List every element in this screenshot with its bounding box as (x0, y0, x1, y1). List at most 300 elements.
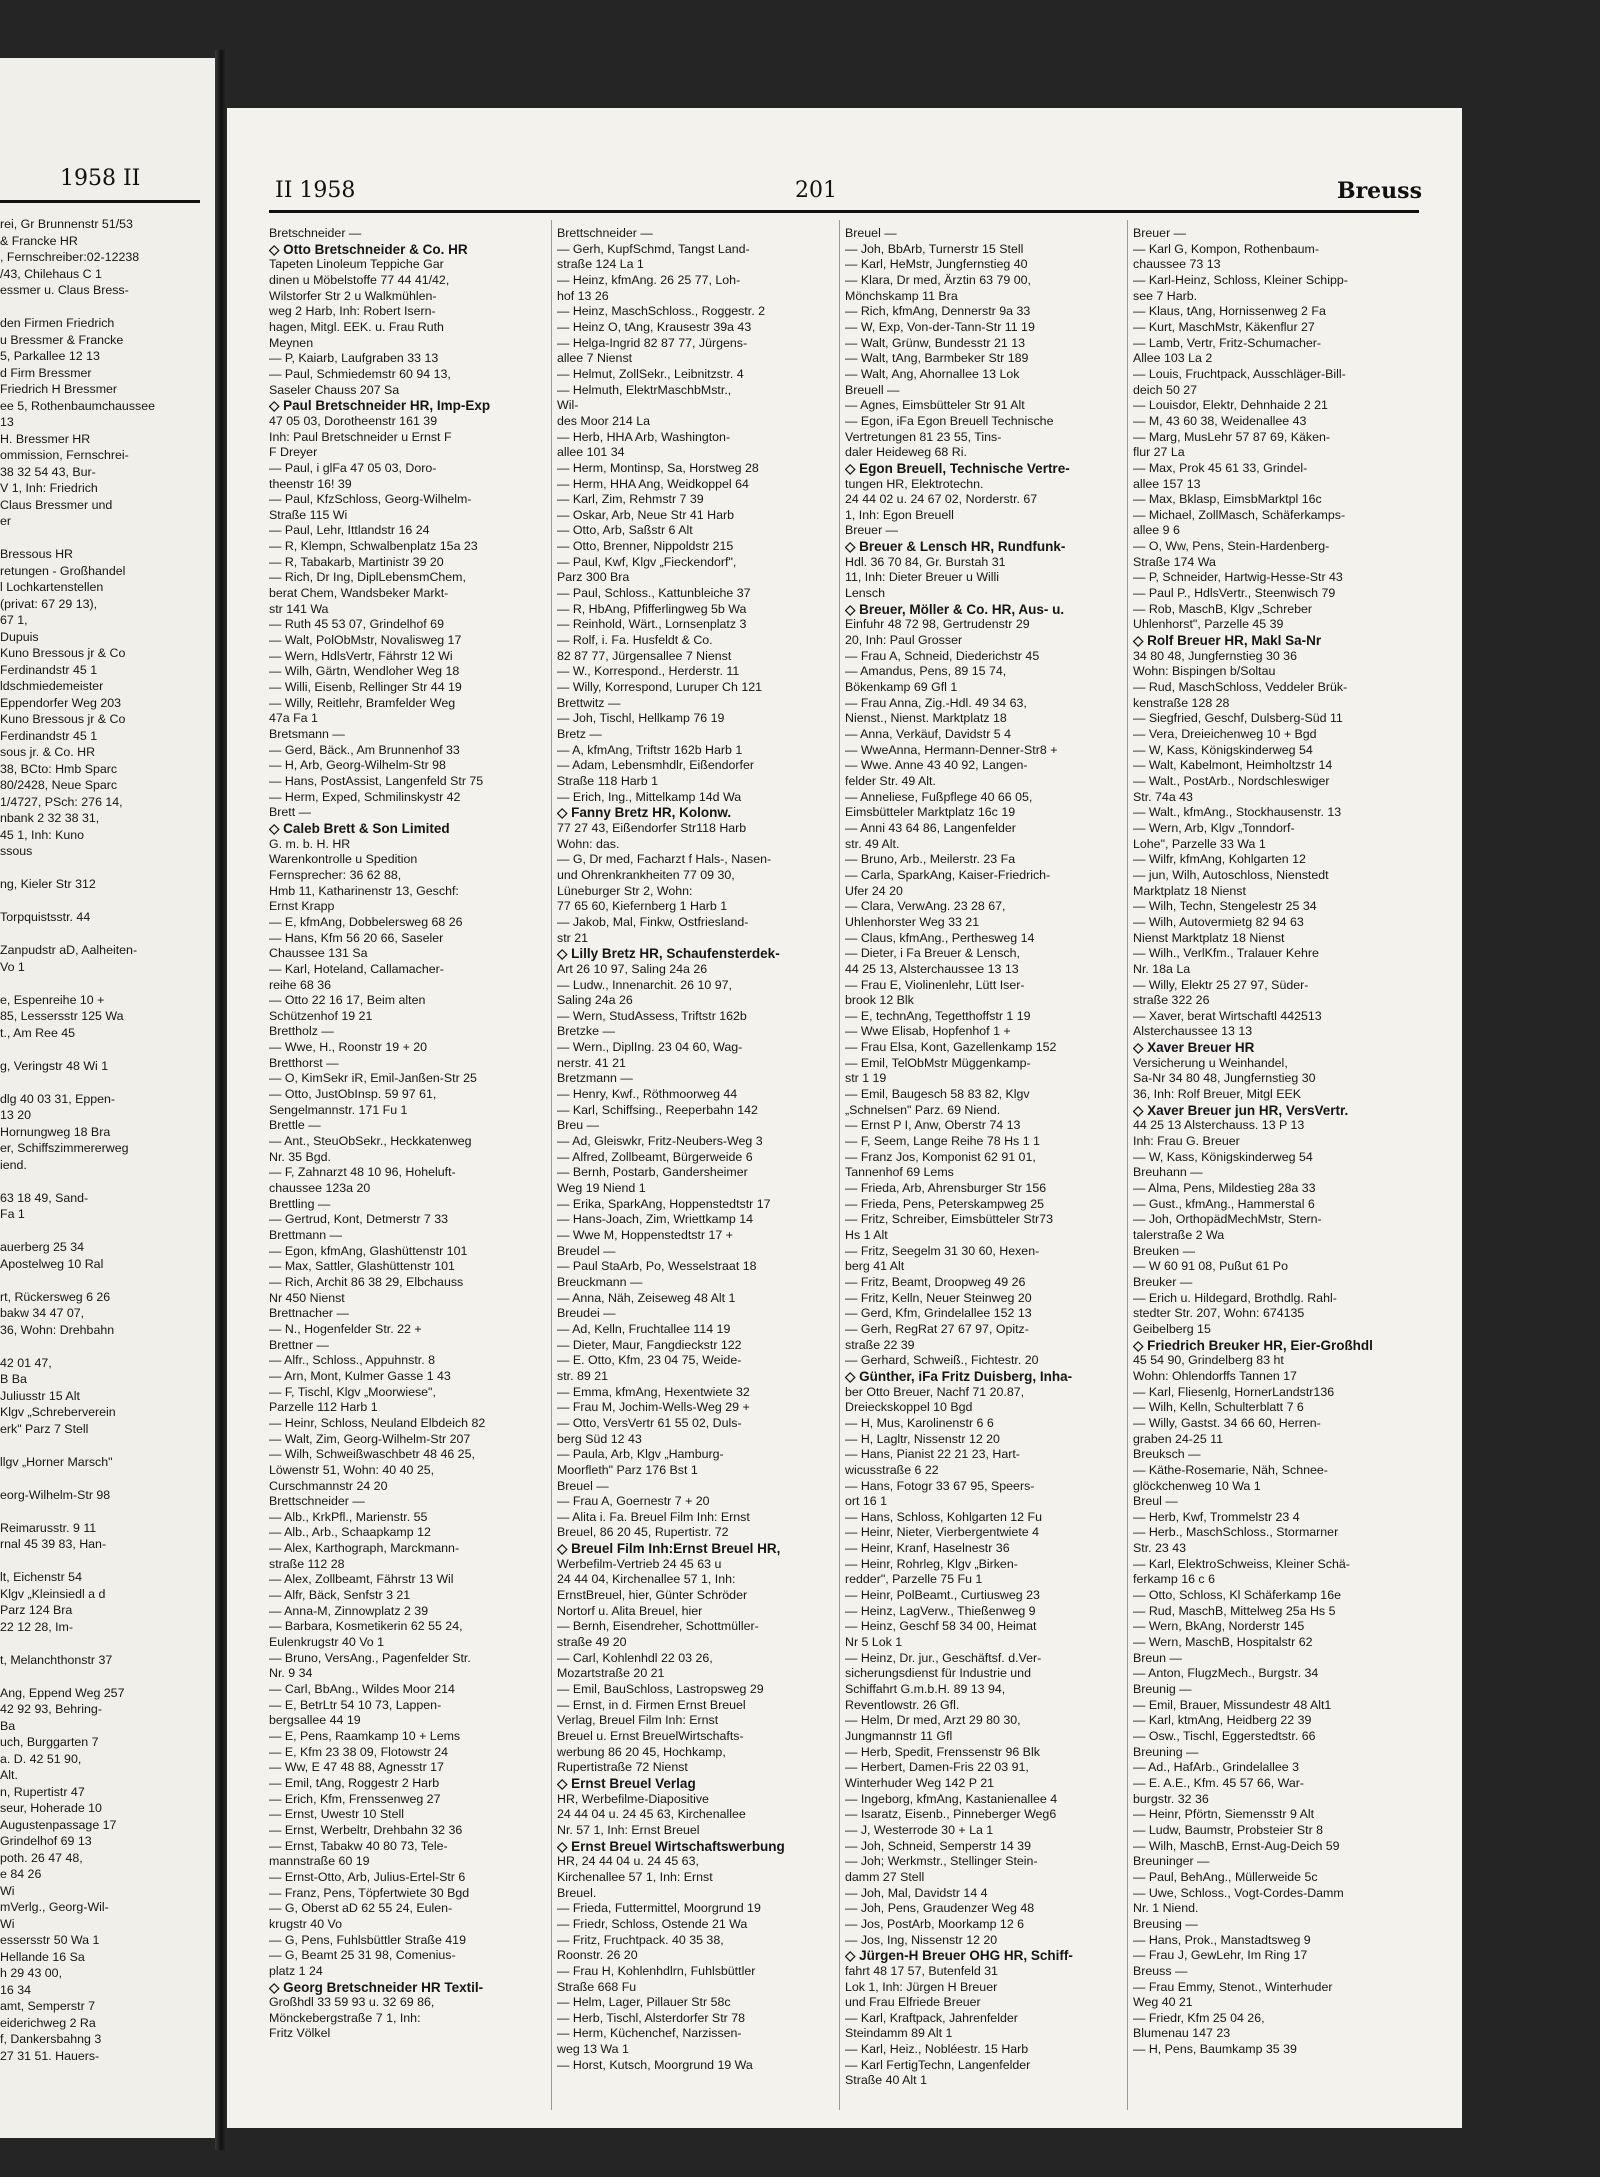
directory-entry-line: ort 16 1 (845, 1494, 888, 1509)
directory-entry-line: — Emil, TelObMstr Müggenkamp- (845, 1055, 1031, 1070)
left-page (0, 58, 215, 2138)
directory-entry-line: — Heinr, Schloss, Neuland Elbdeich 82 (269, 1415, 486, 1430)
directory-entry-line: Str. 74a 43 (1133, 789, 1193, 804)
directory-entry-line: — Alex, Zollbeamt, Fährstr 13 Wil (269, 1572, 454, 1587)
directory-entry-line: Straße 118 Harb 1 (557, 773, 659, 788)
directory-entry-line: — Adam, Lebensmhdlr, Eißendorfer (557, 758, 754, 773)
directory-entry-line: Str. 23 43 (1133, 1541, 1187, 1556)
directory-entry-line: — Gerd, Kfm, Grindelallee 152 13 (845, 1306, 1032, 1321)
left-entry-line (0, 299, 208, 316)
directory-entry-line: fahrt 48 17 57, Butenfeld 31 (845, 1963, 998, 1978)
directory-entry-line: Eulenkrugstr 40 Vo 1 (269, 1635, 385, 1650)
directory-entry-line: tungen HR, Elektrotechn. (845, 476, 984, 491)
left-entry-line: 42 01 47, (0, 1355, 52, 1370)
directory-entry-line: — Michael, ZollMasch, Schäferkamps- (1133, 507, 1346, 522)
directory-entry-line: — W, Exp, Von-der-Tann-Str 11 19 (845, 319, 1035, 334)
directory-entry-line: — Franz, Pens, Töpfertwiete 30 Bgd (269, 1885, 470, 1900)
directory-entry-line: Wil- (557, 398, 579, 413)
directory-entry-line: — Max, Bklasp, EimsbMarktpl 16c (1133, 492, 1322, 507)
directory-entry-line: — Walt, PolObMstr, Novalisweg 17 (269, 633, 462, 648)
left-entry-line: er, Schiffszimmererweg (0, 1141, 129, 1155)
directory-entry-line: Breul — (1133, 1494, 1178, 1509)
left-entry-line: d Firm Bressmer (0, 365, 92, 380)
directory-entry-line: — Heinr, Nieter, Vierbergentwiete 4 (845, 1525, 1039, 1540)
directory-entry-line: — G, Oberst aD 62 55 24, Eulen- (269, 1901, 453, 1916)
directory-entry-line: — Herb., MaschSchloss., Stormarner (1133, 1525, 1339, 1540)
directory-entry-line: — WweAnna, Hermann-Denner-Str8 + (845, 742, 1058, 757)
directory-entry-line: — Karl G, Kompon, Rothenbaum- (1133, 241, 1319, 256)
left-entry-line: 67 1, (0, 613, 28, 627)
directory-entry-line: str 1 19 (845, 1071, 887, 1086)
directory-entry-line: — R, HbAng, Pfifferlingweg 5b Wa (557, 601, 747, 616)
directory-entry-line: — Ingeborg, kfmAng, Kastanienallee 4 (845, 1791, 1058, 1806)
directory-entry-line: — Xaver, berat Wirtschaftl 442513 (1133, 1008, 1322, 1023)
directory-entry-line: — Ww, E 47 48 88, Agnesstr 17 (269, 1760, 444, 1775)
left-entry-line (0, 1173, 208, 1190)
directory-entry-line: — Rich, Archit 86 38 29, Elbchauss (269, 1274, 464, 1289)
directory-entry-line: — Hans, Kfm 56 20 66, Saseler (269, 930, 444, 945)
directory-entry-line: — Gerh, KupfSchmd, Tangst Land- (557, 241, 750, 256)
directory-entry-line: — Joh, Pens, Graudenzer Weg 48 (845, 1901, 1035, 1916)
directory-entry-line: ◇ Georg Bretschneider HR Textil- (269, 1979, 484, 1995)
directory-entry-line: Lensch (845, 586, 885, 601)
directory-entry-line: — Egon, kfmAng, Glashüttenstr 101 (269, 1243, 468, 1258)
left-entry-line: B Ba (0, 1372, 27, 1386)
directory-entry-line: — Anna, Verkäuf, Davidstr 5 4 (845, 727, 1011, 741)
directory-entry-line: — F, Zahnarzt 48 10 96, Hoheluft- (269, 1165, 456, 1180)
directory-entry-line: — H, Lagltr, Nissenstr 12 20 (845, 1431, 1000, 1446)
directory-entry-line: — Barbara, Kosmetikerin 62 55 24, (269, 1619, 463, 1634)
directory-entry-line: — jun, Wilh, Autoschloss, Nienstedt (1133, 867, 1329, 882)
directory-entry-line: Hmb 11, Katharinenstr 13, Geschf: (269, 883, 459, 898)
directory-entry-line: — Ernst, Uwestr 10 Stell (269, 1807, 404, 1822)
directory-entry-line: straße 124 La 1 (557, 257, 644, 272)
directory-entry-line: — Ad, Gleiswkr, Fritz-Neubers-Weg 3 (557, 1134, 763, 1149)
directory-entry-line: — Herm, Küchenchef, Narzissen- (557, 2026, 742, 2041)
directory-entry-line: — Rich, kfmAng, Dennerstr 9a 33 (845, 304, 1031, 319)
directory-entry-line: Tannenhof 69 Lems (845, 1165, 954, 1180)
directory-entry-line: Nr 450 Nienst (269, 1290, 345, 1305)
directory-entry-line: — J, Westerrode 30 + La 1 (845, 1822, 994, 1837)
directory-entry-line: Lohe", Parzelle 33 Wa 1 (1133, 836, 1266, 851)
directory-entry-line: — Ludw., Innenarchit. 26 10 97, (557, 977, 732, 992)
left-entry-line: l Lochkartenstellen (0, 580, 104, 594)
directory-entry-line: — Joh, Schneid, Semperstr 14 39 (845, 1838, 1031, 1853)
left-entry-line (0, 1437, 208, 1454)
left-entry-line: 22 12 28, Im- (0, 1619, 74, 1634)
directory-entry-line: Nr. 1 Niend. (1133, 1901, 1199, 1916)
directory-entry-line: — Amandus, Pens, 89 15 74, (845, 664, 1007, 679)
directory-entry-line: ◇ Breuel Film Inh:Ernst Breuel HR, (557, 1541, 781, 1557)
directory-entry-line: Reventlowstr. 26 Gfl. (845, 1697, 960, 1712)
directory-entry-line: — Otto 22 16 17, Beim alten (269, 993, 426, 1008)
directory-entry-line: — Kurt, MaschMstr, Käkenflur 27 (1133, 319, 1315, 334)
directory-entry-line: Hdl. 36 70 84, Gr. Burstah 31 (845, 554, 1006, 569)
directory-entry-line: — E. Otto, Kfm, 23 04 75, Weide- (557, 1353, 742, 1368)
left-entry-line: 42 92 93, Behring- (0, 1702, 102, 1716)
directory-entry-line: — Hans, Pianist 22 21 23, Hart- (845, 1447, 1020, 1462)
directory-entry-line: — Paul, i glFa 47 05 03, Doro- (269, 460, 437, 475)
directory-entry-line: 36, Inh: Rolf Breuer, Mitgl EEK (1133, 1087, 1302, 1102)
left-entry-line: g, Veringstr 48 Wi 1 (0, 1058, 109, 1073)
left-entry-line: 5, Parkallee 12 13 (0, 349, 100, 363)
directory-entry-line: — Karl, ktmAng, Heidberg 22 39 (1133, 1713, 1312, 1728)
directory-entry-line: weg 2 Harb, Inh: Robert Isern- (269, 304, 436, 319)
directory-entry-line: — Fritz, Seegelm 31 30 60, Hexen- (845, 1243, 1040, 1258)
directory-entry-line: — Wwe Elisab, Hopfenhof 1 + (845, 1024, 1011, 1039)
directory-entry-line: — Wilh, Techn, Stengelestr 25 34 (1133, 899, 1317, 914)
directory-entry-line: — E, Pens, Raamkamp 10 + Lems (269, 1729, 461, 1743)
directory-entry-line: — Helm, Lager, Pillauer Str 58c (557, 1995, 731, 2010)
directory-entry-line: Breu — (557, 1118, 600, 1133)
directory-entry-line: — Heinz O, tAng, Krausestr 39a 43 (557, 319, 752, 334)
left-entry-line: den Firmen Friedrich (0, 316, 115, 330)
directory-entry-line: — Ad., HafArb., Grindelallee 3 (1133, 1760, 1299, 1775)
directory-entry-line: Verlag, Breuel Film Inh: Ernst (557, 1713, 719, 1728)
left-entry-line: Alt. (0, 1768, 18, 1782)
left-entry-line: Juliusstr 15 Alt (0, 1388, 80, 1403)
directory-entry-line: — E, Kfm 23 38 09, Flotowstr 24 (269, 1744, 449, 1759)
left-entry-line: (privat: 67 29 13), (0, 596, 98, 611)
left-entry-line: 63 18 49, Sand- (0, 1190, 89, 1205)
directory-entry-line: — Walt, Grünw, Bundesstr 21 13 (845, 335, 1025, 350)
directory-entry-line: — Frau Anna, Zig.-Hdl. 49 34 63, (845, 695, 1027, 710)
directory-entry-line: — H, Pens, Baumkamp 35 39 (1133, 2042, 1297, 2057)
directory-entry-line: — Herb, Kwf, Trommelstr 23 4 (1133, 1509, 1300, 1524)
directory-entry-line: — P, Kaiarb, Laufgraben 33 13 (269, 351, 439, 366)
directory-entry-line: — Ernst-Otto, Arb, Julius-Ertel-Str 6 (269, 1869, 466, 1884)
left-entry-line: amt, Semperstr 7 (0, 1999, 96, 2013)
directory-entry-line: ferkamp 16 c 6 (1133, 1572, 1215, 1587)
directory-entry-line: burgstr. 32 36 (1133, 1791, 1209, 1806)
left-entry-line: iend. (0, 1157, 27, 1172)
directory-entry-line: 47a Fa 1 (269, 711, 318, 726)
left-entry-line: Friedrich H Bressmer (0, 382, 118, 396)
header-rule (269, 210, 1419, 213)
directory-entry-line: — Heinr, PolBeamt., Curtiusweg 23 (845, 1588, 1040, 1603)
left-entry-line: 13 (0, 415, 14, 429)
directory-entry-line: Brettle — (269, 1118, 321, 1133)
directory-entry-line: — Max, Prok 45 61 33, Grindel- (1133, 460, 1308, 475)
directory-entry-line: 44 25 13, Alsterchaussee 13 13 (845, 961, 1019, 976)
directory-entry-line: ◇ Otto Bretschneider & Co. HR (269, 241, 468, 257)
directory-entry-line: platz 1 24 (269, 1963, 323, 1978)
directory-entry-line: — Arn, Mont, Kulmer Gasse 1 43 (269, 1368, 451, 1383)
directory-entry-line: see 7 Harb. (1133, 288, 1198, 303)
directory-entry-line: — Frau A, Schneid, Diederichstr 45 (845, 648, 1040, 663)
directory-entry-line: — Osw., Tischl, Eggerstedtstr. 66 (1133, 1729, 1316, 1743)
directory-entry-line: Breuel u. Ernst BreuelWirtschafts- (557, 1729, 744, 1743)
directory-entry-line: 82 87 77, Jürgensallee 7 Nienst (557, 648, 732, 663)
directory-entry-line: — Egon, iFa Egon Breuell Technische (845, 413, 1054, 428)
directory-entry-line: Uhlenhorst", Parzelle 45 39 (1133, 617, 1284, 632)
directory-entry-line: Breuken — (1133, 1243, 1195, 1258)
directory-entry-line: — Joh, BbArb, Turnerstr 15 Stell (845, 241, 1024, 256)
directory-entry-line: — Frieda, Pens, Peterskampweg 25 (845, 1196, 1045, 1211)
page-header-right: Breuss (1337, 178, 1422, 204)
directory-entry-line: — Karl, Schiffsing., Reeperbahn 142 (557, 1102, 758, 1117)
directory-entry-line: — Anton, FlugzMech., Burgstr. 34 (1133, 1666, 1319, 1681)
directory-entry-line: allee 101 34 (557, 445, 625, 460)
left-entry-line: u Bressmer & Francke (0, 332, 124, 347)
left-entry-line: h 29 43 00, (0, 1966, 63, 1980)
directory-entry-line: — Max, Sattler, Glashüttenstr 101 (269, 1259, 455, 1274)
directory-entry-line: — Wwe, H., Roonstr 19 + 20 (269, 1040, 428, 1055)
directory-entry-line: — Wwe M, Hoppenstedtstr 17 + (557, 1228, 733, 1242)
directory-entry-line: — Lamb, Vertr, Fritz-Schumacher- (1133, 335, 1321, 350)
directory-entry-line: Winterhuder Weg 142 P 21 (845, 1775, 995, 1790)
directory-entry-line: — Fritz, Fruchtpack. 40 35 38, (557, 1932, 724, 1947)
directory-entry-line: allee 9 6 (1133, 523, 1180, 538)
directory-entry-line: — Rob, MaschB, Klgv „Schreber (1133, 601, 1313, 616)
directory-entry-line: — Ad, Kelln, Fruchtallee 114 19 (557, 1321, 731, 1336)
directory-entry-line: Geibelberg 15 (1133, 1321, 1211, 1336)
directory-entry-line: — Louisdor, Elektr, Dehnhaide 2 21 (1133, 398, 1328, 413)
directory-entry-line: Breun — (1133, 1650, 1182, 1665)
directory-entry-line: straße 112 28 (269, 1556, 345, 1571)
left-entry-line: Hellande 16 Sa (0, 1949, 85, 1964)
directory-entry-line: — Friedr, Schloss, Ostende 21 Wa (557, 1916, 748, 1931)
left-entry-line: erk" Parz 7 Stell (0, 1421, 89, 1436)
directory-entry-line: Sengelmannstr. 171 Fu 1 (269, 1102, 408, 1117)
directory-entry-line: — E, technAng, Tegetthoffstr 1 19 (845, 1008, 1031, 1023)
directory-entry-line: — Ernst, Werbeltr, Drehbahn 32 36 (269, 1822, 463, 1837)
directory-entry-line: — Herm, HHA Ang, Weidkoppel 64 (557, 476, 749, 491)
directory-entry-line: Allee 103 La 2 (1133, 351, 1213, 366)
directory-entry-line: — Wilh, Autovermietg 82 94 63 (1133, 914, 1304, 929)
directory-entry-line: — Heinr, Rohrleg, Klgv „Birken- (845, 1556, 1018, 1571)
directory-entry-line: — H, Mus, Karolinenstr 6 6 (845, 1415, 994, 1430)
directory-entry-line: — Bernh, Eisendreher, Schottmüller- (557, 1619, 759, 1634)
directory-entry-line: Wohn: Ohlendorffs Tannen 17 (1133, 1368, 1297, 1383)
left-entry-line: dlg 40 03 31, Eppen- (0, 1091, 116, 1106)
directory-entry-line: — Frau A, Goernestr 7 + 20 (557, 1494, 710, 1509)
directory-entry-line: — Wern, BkAng, Norderstr 145 (1133, 1619, 1305, 1634)
directory-entry-line: Breudel — (557, 1243, 616, 1258)
left-entry-line (0, 1223, 208, 1240)
directory-entry-line: — G, Pens, Fuhlsbüttler Straße 419 (269, 1932, 466, 1947)
left-entry-line: f, Dankersbahng 3 (0, 2032, 102, 2046)
left-entry-line: eiderichweg 2 Ra (0, 2015, 96, 2030)
left-entry-line: Zanpudstr aD, Aalheiten- (0, 943, 138, 957)
left-entry-line: Augustenpassage 17 (0, 1817, 117, 1832)
directory-entry-line: — Gerhard, Schweiß., Fichtestr. 20 (845, 1353, 1039, 1368)
left-entry-line (0, 1041, 208, 1058)
directory-entry-line: — Erika, SparkAng, Hoppenstedtstr 17 (557, 1196, 771, 1211)
directory-entry-line: talerstraße 2 Wa (1133, 1228, 1225, 1242)
right-page (227, 108, 1462, 2128)
directory-entry-line: — Walt., PostArb., Nordschleswiger (1133, 773, 1330, 788)
directory-entry-line: Nortorf u. Alita Breuel, hier (557, 1603, 703, 1618)
directory-entry-line: Curschmannstr 24 20 (269, 1478, 388, 1493)
directory-entry-line: str. 49 Alt. (845, 836, 900, 851)
directory-entry-line: — G, Dr med, Facharzt f Hals-, Nasen- (557, 852, 772, 867)
directory-entry-line: Straße 668 Fu (557, 1979, 637, 1994)
directory-entry-line: — Willy, Elektr 25 27 97, Süder- (1133, 977, 1309, 992)
directory-column-4 (1133, 226, 1409, 2058)
directory-entry-line: — Willy, Gastst. 34 66 60, Herren- (1133, 1415, 1321, 1430)
left-entry-line: Bressous HR (0, 547, 73, 561)
directory-entry-line: — Wilh, Gärtn, Wendloher Weg 18 (269, 664, 460, 679)
directory-entry-line: — Ludw, Baumstr, Probsteier Str 8 (1133, 1822, 1324, 1837)
directory-entry-line: Bretschneider — (269, 226, 362, 240)
column-divider (839, 220, 840, 2110)
left-entry-line (0, 1503, 208, 1520)
directory-entry-line: — Herbert, Damen-Fris 22 03 91, (845, 1760, 1029, 1775)
directory-entry-line: Marktplatz 18 Nienst (1133, 883, 1246, 898)
directory-entry-line: — Heinz, Geschf 58 34 00, Heimat (845, 1619, 1037, 1634)
directory-entry-line: und Ohrenkrankheiten 77 09 30, (557, 867, 735, 882)
left-entry-line: Eppendorfer Weg 203 (0, 695, 122, 710)
directory-entry-line: — F, Seem, Lange Reihe 78 Hs 1 1 (845, 1134, 1040, 1149)
directory-entry-line: — Ant., SteuObSekr., Heckkatenweg (269, 1134, 472, 1149)
directory-entry-line: — Heinr, Kranf, Haselnestr 36 (845, 1541, 1010, 1556)
left-entry-line (0, 926, 208, 943)
directory-entry-line: ◇ Ernst Breuel Wirtschaftswerbung (557, 1838, 785, 1854)
directory-entry-line: — Hans-Joach, Zim, Wriettkamp 14 (557, 1212, 754, 1227)
directory-entry-line: Lüneburger Str 2, Wohn: (557, 883, 693, 898)
left-entry-line (0, 893, 208, 910)
directory-entry-line: allee 7 Nienst (557, 351, 633, 366)
left-entry-line: eorg-Wilhelm-Str 98 (0, 1487, 111, 1502)
directory-entry-line: Wohn: Bispingen b/Soltau (1133, 664, 1276, 679)
left-entry-line: llgv „Horner Marsch" (0, 1454, 113, 1469)
directory-entry-line: — Anneliese, Fußpflege 40 66 05, (845, 789, 1033, 804)
directory-entry-line: — Paul, Kwf, Klgv „Fieckendorf", (557, 554, 737, 569)
left-entry-line: 38 32 54 43, Bur- (0, 464, 96, 479)
left-entry-line: e, Espenreihe 10 + (0, 992, 105, 1007)
directory-entry-line: — Rud, MaschSchloss, Veddeler Brük- (1133, 680, 1348, 695)
directory-entry-line: — Helga-Ingrid 82 87 77, Jürgens- (557, 335, 748, 350)
left-entry-line: 13 20 (0, 1108, 32, 1122)
directory-entry-line: — Paul, Schmiedemstr 60 94 13, (269, 366, 451, 381)
directory-entry-line: Breuhann — (1133, 1165, 1203, 1180)
directory-entry-line: — Paul, Lehr, Ittlandstr 16 24 (269, 523, 430, 538)
directory-entry-line: — Karl, Kraftpack, Jahrenfelder (845, 2010, 1018, 2025)
left-entry-line: Kuno Bressous jr & Co (0, 646, 126, 660)
directory-entry-line: Breuel. (557, 1885, 597, 1900)
directory-entry-line: — Wern., DiplIng. 23 04 60, Wag- (557, 1040, 743, 1055)
directory-entry-line: Brett — (269, 805, 311, 820)
page-number: 201 (795, 178, 837, 203)
directory-entry-line: — Rolf, i. Fa. Husfeldt & Co. (557, 633, 713, 648)
directory-entry-line: Rupertistraße 72 Nienst (557, 1760, 688, 1775)
directory-entry-line: — Karl, Hoteland, Callamacher- (269, 961, 444, 976)
directory-entry-line: hof 13 26 (557, 288, 609, 303)
directory-entry-line: — Anna, Näh, Zeiseweg 48 Alt 1 (557, 1290, 736, 1305)
left-entry-line: poth. 26 47 48, (0, 1850, 83, 1865)
left-entry-line: 16 34 (0, 1982, 32, 1997)
left-entry-line (0, 1553, 208, 1570)
directory-entry-line: — Herb, Tischl, Alsterdorfer Str 78 (557, 2010, 745, 2025)
directory-entry-line: — Emil, tAng, Roggestr 2 Harb (269, 1775, 440, 1790)
directory-entry-line: — Otto, VersVertr 61 55 02, Duls- (557, 1415, 742, 1430)
directory-entry-line: Bretsmann — (269, 727, 345, 741)
directory-entry-line: str. 89 21 (557, 1368, 608, 1383)
directory-entry-line: — Ruth 45 53 07, Grindelhof 69 (269, 617, 444, 632)
left-entry-line: rnal 45 39 83, Han- (0, 1537, 107, 1551)
directory-entry-line: — Frau Elsa, Kont, Gazellenkamp 152 (845, 1040, 1057, 1055)
directory-entry-line: — Jos, PostArb, Moorkamp 12 6 (845, 1916, 1025, 1931)
directory-entry-line: Werbefilm-Vertrieb 24 45 63 u (557, 1556, 722, 1571)
directory-entry-line: — Wilh, MaschB, Ernst-Aug-Deich 59 (1133, 1838, 1340, 1853)
directory-entry-line: Alsterchaussee 13 13 (1133, 1024, 1253, 1039)
directory-entry-line: Brettschneider — (269, 1494, 365, 1509)
left-entry-line: auerberg 25 34 (0, 1240, 85, 1254)
left-entry-line: 38, BCto: Hmb Sparc (0, 761, 118, 776)
directory-entry-line: — Claus, kfmAng., Perthesweg 14 (845, 930, 1035, 945)
directory-entry-line: — Emil, Brauer, Missundestr 48 Alt1 (1133, 1697, 1332, 1712)
directory-entry-line: — Erich, Ing., Mittelkamp 14d Wa (557, 789, 742, 804)
directory-entry-line: — Alex, Karthograph, Marckmann- (269, 1541, 460, 1556)
directory-entry-line: — Walt., kfmAng., Stockhausenstr. 13 (1133, 805, 1342, 820)
left-entry-line: lt, Eichenstr 54 (0, 1570, 82, 1584)
directory-entry-line: — G, Beamt 25 31 98, Comenius- (269, 1948, 456, 1963)
directory-entry-line: — Joh, Mal, Davidstr 14 4 (845, 1885, 988, 1900)
directory-entry-line: Mönchskamp 11 Bra (845, 288, 958, 303)
directory-entry-line: — Frieda, Arb, Ahrensburger Str 156 (845, 1181, 1047, 1196)
directory-entry-line: felder Str. 49 Alt. (845, 773, 936, 788)
directory-entry-line: — Joh, Tischl, Hellkamp 76 19 (557, 711, 725, 726)
directory-entry-line: — Anni 43 64 86, Langenfelder (845, 820, 1016, 835)
directory-entry-line: Brettmann — (269, 1228, 342, 1242)
left-entry-line: 80/2428, Neue Sparc (0, 778, 118, 792)
directory-entry-line: — Heinr, Pförtn, Siemensstr 9 Alt (1133, 1807, 1315, 1822)
directory-entry-line: — O, Ww, Pens, Stein-Hardenberg- (1133, 539, 1330, 554)
directory-entry-line: chaussee 73 13 (1133, 257, 1221, 272)
directory-entry-line: — Frieda, Futtermittel, Moorgrund 19 (557, 1901, 761, 1916)
directory-entry-line: — Hans, Prok., Manstadtsweg 9 (1133, 1932, 1311, 1947)
directory-entry-line: Kirchenallee 57 1, Inh: Ernst (557, 1869, 713, 1884)
directory-entry-line: Vertretungen 81 23 55, Tins- (845, 429, 1002, 444)
left-entry-line: V 1, Inh: Friedrich (0, 481, 98, 495)
directory-entry-line: Nr. 57 1, Inh: Ernst Breuel (557, 1822, 700, 1837)
directory-entry-line: — Dieter, i Fa Breuer & Lensch, (845, 946, 1020, 961)
left-entry-line: Wi (0, 1883, 15, 1898)
directory-entry-line: — Helm, Dr med, Arzt 29 80 30, (845, 1713, 1021, 1728)
directory-entry-line: — Klara, Dr med, Ärztin 63 79 00, (845, 272, 1031, 287)
left-entry-line (0, 1470, 208, 1487)
directory-entry-line: Breunig — (1133, 1682, 1192, 1697)
directory-column-3 (845, 226, 1121, 2089)
directory-entry-line: Jungmannstr 11 Gfl (845, 1729, 953, 1743)
directory-entry-line: des Moor 214 La (557, 413, 650, 428)
directory-entry-line: — Bruno, VersAng., Pagenfelder Str. (269, 1650, 471, 1665)
left-entry-line: t, Melanchthonstr 37 (0, 1652, 113, 1667)
directory-entry-line: Steindamm 89 Alt 1 (845, 2026, 953, 2041)
directory-entry-line: F Dreyer (269, 445, 318, 460)
directory-entry-line: — Willi, Eisenb, Rellinger Str 44 19 (269, 680, 462, 695)
left-entry-line: & Francke HR (0, 233, 78, 248)
directory-entry-line: Art 26 10 97, Saling 24a 26 (557, 961, 708, 976)
left-entry-line: Klgv „Kleinsiedl a d (0, 1586, 106, 1601)
directory-entry-line: Saling 24a 26 (557, 993, 633, 1008)
directory-entry-line: — Wern, MaschB, Hospitalstr 62 (1133, 1635, 1313, 1650)
directory-entry-line: theenstr 16! 39 (269, 476, 352, 491)
left-entry-line: /43, Chilehaus C 1 (0, 266, 102, 281)
directory-entry-line: — Wilh, Schweißwaschbetr 48 46 25, (269, 1447, 475, 1462)
directory-entry-line: Brettholz — (269, 1024, 334, 1039)
directory-entry-line: — Fritz, Beamt, Droopweg 49 26 (845, 1274, 1026, 1289)
directory-entry-line: dinen u Möbelstoffe 77 44 41/42, (269, 272, 450, 287)
directory-entry-line: glöckchenweg 10 Wa 1 (1133, 1478, 1261, 1493)
directory-entry-line: — Karl, HeMstr, Jungfernstieg 40 (845, 257, 1028, 272)
directory-entry-line: — Wern, StudAssess, Triftstr 162b (557, 1008, 747, 1023)
directory-entry-line: — Rud, MaschB, Mittelweg 25a Hs 5 (1133, 1603, 1336, 1618)
directory-entry-line: ◇ Jürgen-H Breuer OHG HR, Schiff- (845, 1948, 1073, 1964)
directory-entry-line: — Frau H, Kohlenhdlrn, Fuhlsbüttler (557, 1963, 756, 1978)
directory-entry-line: Versicherung u Weinhandel, (1133, 1055, 1288, 1070)
